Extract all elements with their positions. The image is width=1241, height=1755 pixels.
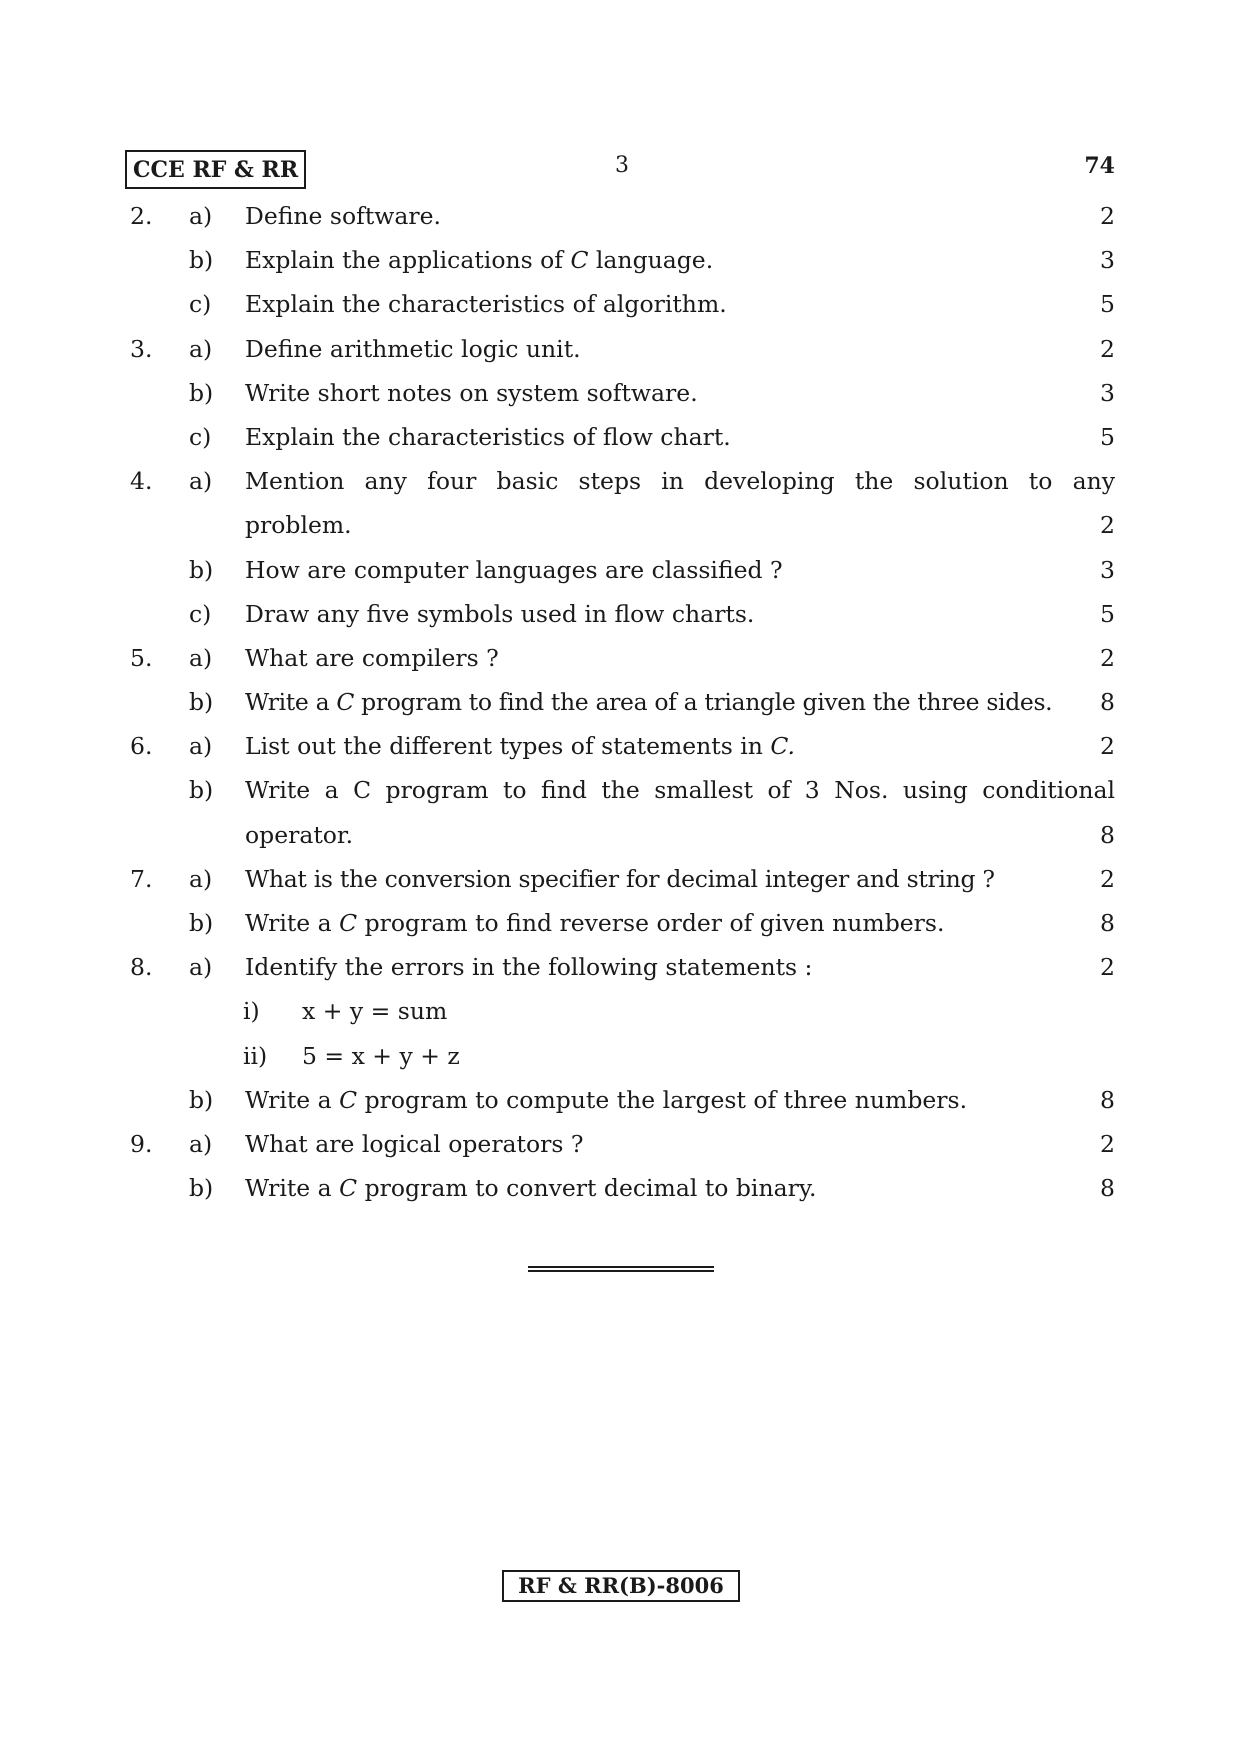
question-3c (125, 417, 1115, 461)
question-text: Write a C program to convert decimal to binary. (245, 1174, 817, 1203)
marks: 2 (1100, 334, 1115, 363)
series-number: 74 (1084, 153, 1115, 179)
marks: 2 (1100, 202, 1115, 230)
question-number: 3. (130, 334, 153, 363)
statement-text: x + y = sum (302, 997, 448, 1026)
question-text: Explain the characteristics of flow chart. (245, 422, 731, 451)
marks: 3 (1100, 246, 1115, 275)
question-text: Write a C program to find reverse order of given numbers. (245, 909, 945, 937)
marks: 2 (1100, 1129, 1115, 1158)
part-label: a) (189, 643, 213, 672)
question-8a (125, 947, 1115, 991)
question-number: 7. (130, 864, 153, 893)
question-4b (125, 550, 1115, 594)
question-5a (125, 638, 1115, 682)
marks: 5 (1100, 290, 1115, 319)
question-4a-continued (125, 505, 1115, 549)
part-label: b) (189, 555, 214, 584)
question-text: Explain the characteristics of algorithm. (245, 290, 727, 319)
part-label: a) (189, 467, 213, 496)
question-text: Draw any five symbols used in flow charts. (245, 599, 755, 628)
question-6a (125, 726, 1115, 770)
marks: 8 (1100, 1174, 1115, 1203)
part-label: b) (189, 1174, 214, 1203)
question-number: 8. (130, 953, 153, 982)
question-7b (125, 903, 1115, 947)
question-text: How are computer languages are classified ? (245, 555, 783, 584)
marks: 8 (1100, 909, 1115, 937)
question-9b (125, 1168, 1115, 1212)
question-text: Define arithmetic logic unit. (245, 334, 581, 363)
part-label: a) (189, 202, 213, 230)
marks: 5 (1100, 422, 1115, 451)
part-label: a) (189, 732, 213, 761)
marks: 8 (1100, 1085, 1115, 1114)
part-label: b) (189, 378, 214, 407)
marks: 3 (1100, 378, 1115, 407)
part-label: b) (189, 776, 214, 805)
part-label: b) (189, 909, 214, 937)
part-label: b) (189, 688, 214, 717)
part-label: c) (189, 599, 212, 628)
part-label: a) (189, 864, 213, 893)
question-2b (125, 240, 1115, 284)
question-2a (125, 196, 1115, 240)
part-label: b) (189, 1085, 214, 1114)
question-4a (125, 461, 1115, 505)
marks: 2 (1100, 511, 1115, 540)
question-text: Write a C program to find the area of a triangle given the three sides. (245, 688, 1053, 717)
part-label: a) (189, 953, 213, 982)
question-text: What are compilers ? (245, 643, 499, 672)
page-number: 3 (615, 153, 629, 178)
question-text: What are logical operators ? (245, 1129, 584, 1158)
question-8a-sub-i (125, 991, 1115, 1035)
question-text: Explain the applications of C language. (245, 246, 714, 275)
question-number: 9. (130, 1129, 153, 1158)
part-label: c) (189, 422, 212, 451)
question-text: What is the conversion specifier for decimal integer and string ? (245, 864, 995, 893)
page-header (125, 150, 1115, 190)
question-text: Identify the errors in the following statements : (245, 953, 813, 982)
question-number: 2. (130, 202, 153, 230)
question-list (125, 196, 1115, 1212)
sub-part-label: i) (243, 997, 260, 1026)
footer-code-box: RF & RR(B)-8006 (502, 1570, 740, 1602)
marks: 8 (1100, 820, 1115, 849)
sub-part-label: ii) (243, 1041, 268, 1070)
question-6b (125, 770, 1115, 814)
question-5b (125, 682, 1115, 726)
question-6b-continued (125, 815, 1115, 859)
question-number: 4. (130, 467, 153, 496)
question-3a (125, 329, 1115, 373)
question-text: problem. (245, 511, 352, 540)
question-text: Mention any four basic steps in developing the solution to any (245, 467, 1115, 496)
part-label: a) (189, 334, 213, 363)
marks: 2 (1100, 732, 1115, 761)
question-3b (125, 373, 1115, 417)
part-label: c) (189, 290, 212, 319)
question-4c (125, 594, 1115, 638)
marks: 2 (1100, 953, 1115, 982)
marks: 2 (1100, 864, 1115, 893)
question-9a (125, 1124, 1115, 1168)
question-number: 6. (130, 732, 153, 761)
marks: 3 (1100, 555, 1115, 584)
question-text: Define software. (245, 202, 442, 230)
question-number: 5. (130, 643, 153, 672)
question-text: operator. (245, 820, 354, 849)
question-text: Write short notes on system software. (245, 378, 698, 407)
part-label: b) (189, 246, 214, 275)
end-divider (528, 1266, 714, 1272)
question-8a-sub-ii (125, 1036, 1115, 1080)
question-8b (125, 1080, 1115, 1124)
question-text: List out the different types of statements in C. (245, 732, 796, 761)
statement-text: 5 = x + y + z (302, 1041, 460, 1070)
question-text: Write a C program to compute the largest of three numbers. (245, 1085, 968, 1114)
marks: 8 (1100, 688, 1115, 717)
marks: 2 (1100, 643, 1115, 672)
marks: 5 (1100, 599, 1115, 628)
question-text: Write a C program to find the smallest of 3 Nos. using conditional (245, 776, 1115, 805)
question-2c (125, 284, 1115, 328)
part-label: a) (189, 1129, 213, 1158)
question-7a (125, 859, 1115, 903)
course-code-box: CCE RF & RR (125, 150, 306, 189)
